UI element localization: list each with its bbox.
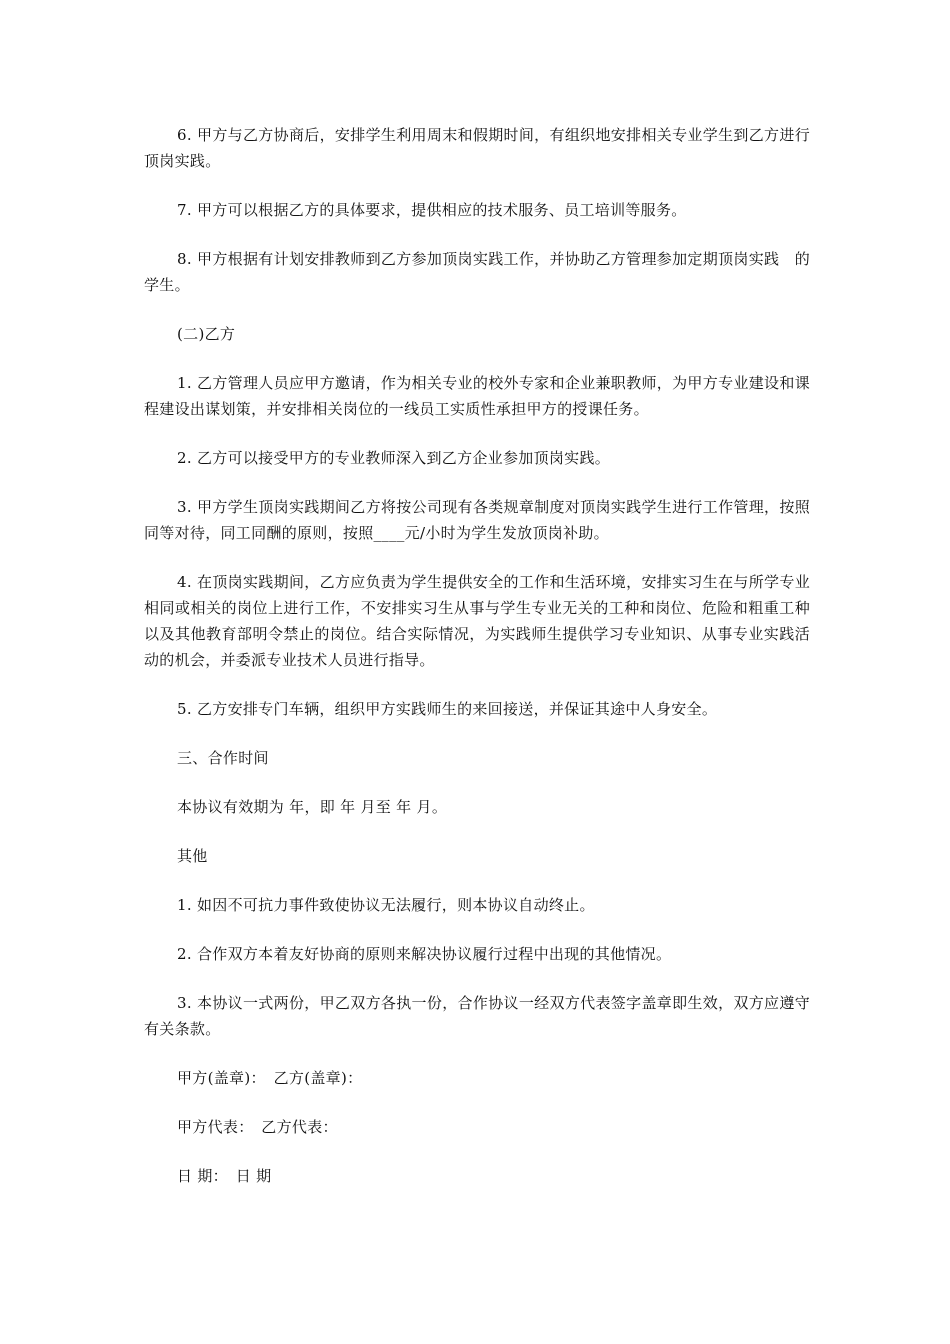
clause-party-a-8: 8. 甲方根据有计划安排教师到乙方参加顶岗实践工作，并协助乙方管理参加定期顶岗实践 的学生。 <box>144 250 810 294</box>
section-heading-other: 其他 <box>177 847 208 865</box>
section-heading-party-b: (二)乙方 <box>177 325 236 343</box>
clause-other-1: 1. 如因不可抗力事件致使协议无法履行，则本协议自动终止。 <box>177 896 595 914</box>
clause-party-b-2: 2. 乙方可以接受甲方的专业教师深入到乙方企业参加顶岗实践。 <box>177 449 611 467</box>
signature-seal-line: 甲方(盖章)： 乙方(盖章)： <box>177 1069 363 1087</box>
section-heading-cooperation-time: 三、合作时间 <box>177 749 269 767</box>
signature-representative-line: 甲方代表： 乙方代表： <box>177 1118 338 1136</box>
clause-party-a-7: 7. 甲方可以根据乙方的具体要求，提供相应的技术服务、员工培训等服务。 <box>177 201 687 219</box>
document-body <box>144 122 810 1212</box>
signature-date-line: 日 期： 日 期 <box>177 1167 272 1185</box>
validity-period: 本协议有效期为 年，即 年 月至 年 月。 <box>177 798 448 816</box>
clause-party-b-5: 5. 乙方安排专门车辆，组织甲方实践师生的来回接送，并保证其途中人身安全。 <box>177 700 718 718</box>
clause-party-b-3: 3. 甲方学生顶岗实践期间乙方将按公司现有各类规章制度对顶岗实践学生进行工作管理，按照同等对待，同工同酬的原则，按照____元/小时为学生发放顶岗补助。 <box>144 498 810 542</box>
clause-other-3: 3. 本协议一式两份，甲乙双方各执一份，合作协议一经双方代表签字盖章即生效，双方应遵守有关条款。 <box>144 994 810 1038</box>
clause-party-a-6: 6. 甲方与乙方协商后，安排学生利用周末和假期时间，有组织地安排相关专业学生到乙方进行顶岗实践。 <box>144 126 810 170</box>
clause-other-2: 2. 合作双方本着友好协商的原则来解决协议履行过程中出现的其他情况。 <box>177 945 672 963</box>
clause-party-b-1: 1. 乙方管理人员应甲方邀请，作为相关专业的校外专家和企业兼职教师，为甲方专业建设和课程建设出谋划策，并安排相关岗位的一线员工实质性承担甲方的授课任务。 <box>144 374 810 418</box>
clause-party-b-4: 4. 在顶岗实践期间，乙方应负责为学生提供安全的工作和生活环境，安排实习生在与所学专业相同或相关的岗位上进行工作，不安排实习生从事与学生专业无关的工种和岗位、危险和粗重工种以及其他教育部明令禁止的岗位。结合实际情况，为实践师生提供学习专业知识、从事专业实践活动的机会，并委派专业技术人员进行指导。 <box>144 573 810 669</box>
